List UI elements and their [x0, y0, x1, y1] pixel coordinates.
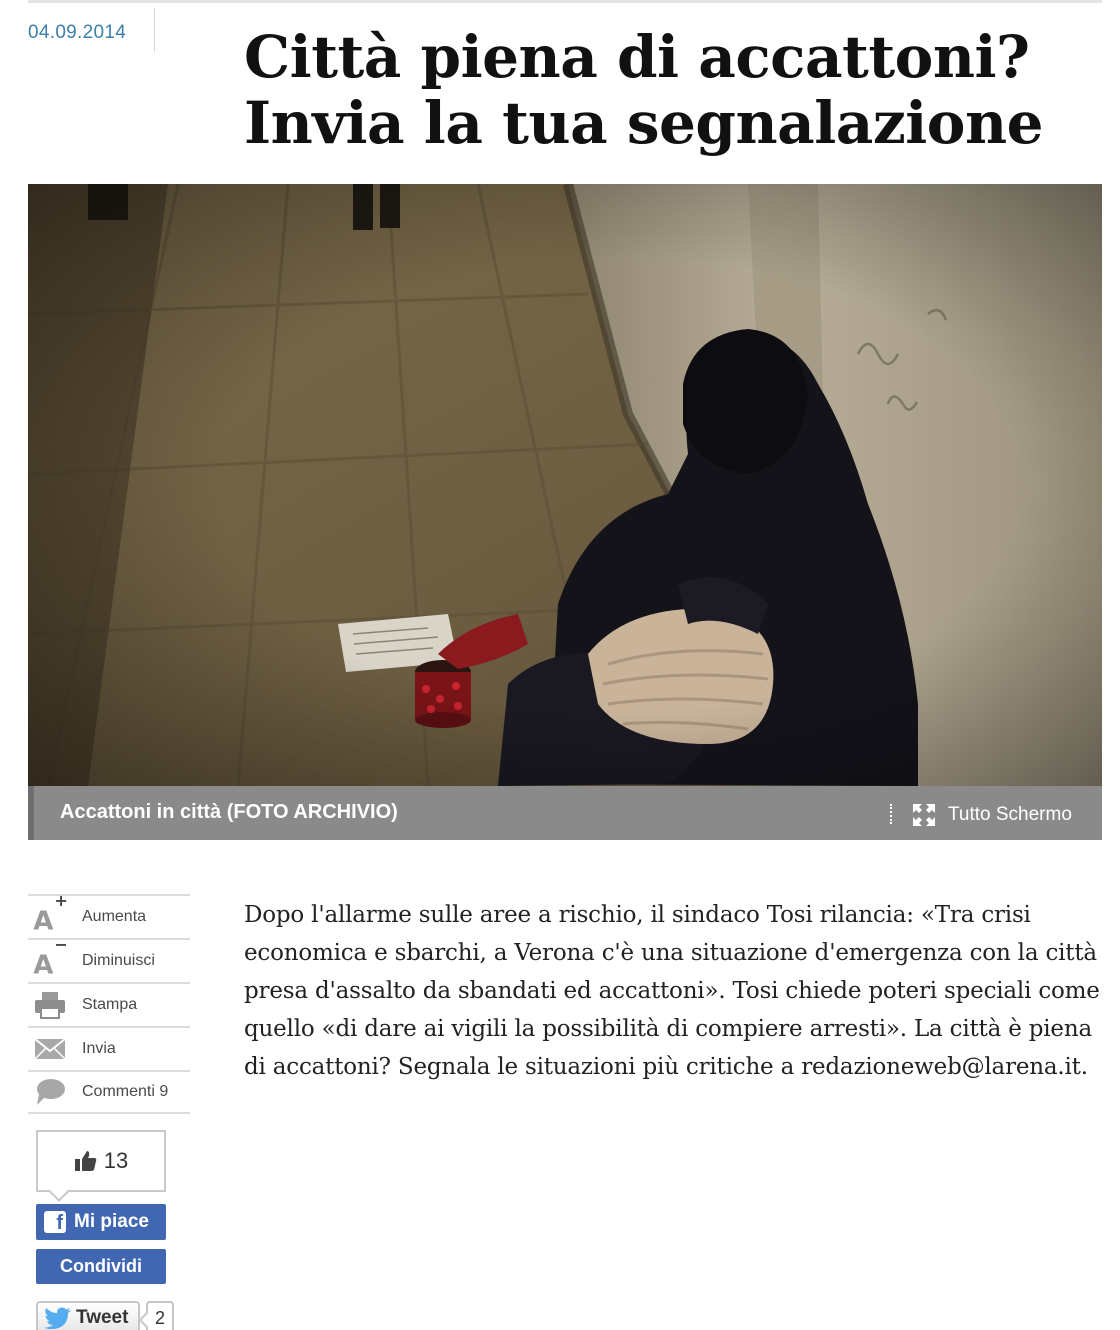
caption-divider [890, 804, 893, 824]
font-increase-label: Aumenta [82, 908, 147, 925]
print-label: Stampa [82, 996, 138, 1013]
speech-bubble-icon [28, 1072, 72, 1112]
expand-arrows-icon [912, 803, 936, 827]
fullscreen-button[interactable] [912, 802, 1072, 828]
font-decrease-label: Diminuisci [82, 952, 155, 969]
photo-scene [28, 184, 1102, 786]
comments-button[interactable] [28, 1070, 190, 1114]
article-photo[interactable] [28, 184, 1102, 786]
facebook-share-button[interactable] [36, 1249, 166, 1284]
envelope-icon [28, 1029, 72, 1069]
article-date: 04.09.2014 [28, 22, 127, 43]
send-label: Invia [82, 1040, 116, 1057]
font-decrease-icon: A− [33, 935, 68, 981]
facebook-icon: f [44, 1211, 66, 1233]
caption-bar [28, 786, 1102, 840]
facebook-like-button[interactable] [36, 1204, 166, 1240]
like-count: 13 [103, 1148, 129, 1173]
title-line-2: Invia la tua segnalazione [244, 89, 1044, 157]
title-line-1: Città piena di accattoni? [244, 23, 1030, 91]
fullscreen-label: Tutto Schermo [948, 804, 1072, 825]
thumbs-up-icon [74, 1150, 98, 1172]
photo-caption: Accattoni in città (FOTO ARCHIVIO) [60, 801, 398, 823]
comments-label: Commenti 9 [82, 1083, 169, 1100]
printer-icon [28, 985, 72, 1025]
like-count-box [36, 1130, 166, 1192]
date-divider [154, 8, 155, 52]
tweet-count: 2 [146, 1301, 174, 1330]
font-decrease-button[interactable] [28, 935, 190, 982]
tweet-button[interactable] [36, 1301, 140, 1330]
twitter-bird-icon [44, 1307, 72, 1329]
top-rule [28, 0, 1102, 3]
font-increase-button[interactable] [28, 891, 190, 938]
article-body: Dopo l'allarme sulle aree a rischio, il sindaco Tosi rilancia: «Tra crisi economica e sbarchi, a Verona c'è una situazione d'emergenza con la città presa d'assalto da sbandati ed accattoni». Tosi chiede poteri speciali come quello «di dare ai vigili la possibilità di compiere arresti». La città è piena di accattoni? Segnala le situazioni più critiche a redazioneweb@larena.it. [244, 902, 1100, 1080]
font-increase-icon: A+ [33, 891, 68, 937]
facebook-like-label: Mi piace [74, 1211, 149, 1232]
caption-accent [28, 786, 34, 840]
send-button[interactable] [28, 1026, 190, 1070]
facebook-share-label: Condividi [60, 1256, 142, 1276]
article-tools [28, 891, 190, 1114]
print-button[interactable] [28, 982, 190, 1026]
tweet-label: Tweet [76, 1307, 129, 1328]
article-title [244, 24, 1104, 156]
